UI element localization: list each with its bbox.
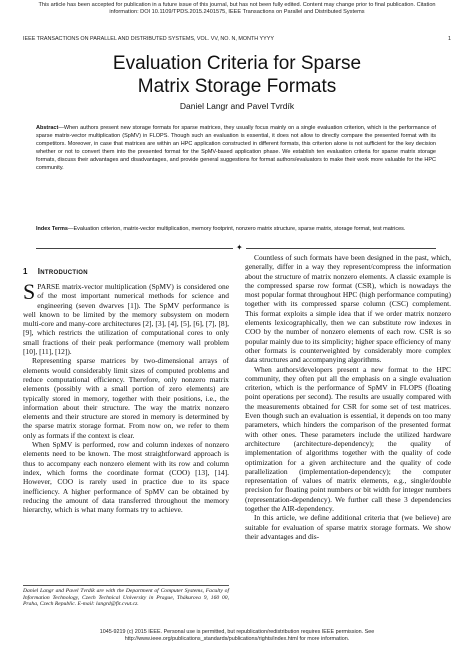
index-terms-text: —Evaluation criterion, matrix-vector multiplication, memory footprint, nonzero matrix structure, sparse matrix, storage format, test matrices. xyxy=(68,226,406,232)
title-line-1: Evaluation Criteria for Sparse xyxy=(112,53,362,74)
drop-cap: S xyxy=(23,279,36,304)
journal-name: IEEE TRANSACTIONS ON PARALLEL AND DISTRIBUTED SYSTEMS, VOL. VV, NO. N, MONTH YYYY xyxy=(23,36,274,42)
intro-paragraph-3: When SpMV is performed, row and column indexes of nonzero elements need to be known. The most straightforward approach is thus to accompany each nonzero element with its row and column index, which forms the coordinate format (COO) [13], [14]. However, COO is rarely used in practice due to its space inefficiency. A higher performance of SpMV can be obtained by reducing the amount of data transferred throughout the memory hierarchy, which is what many formats try to achieve. xyxy=(23,440,229,515)
footnote-rule xyxy=(23,585,229,586)
intro-paragraph-1 xyxy=(23,279,229,357)
notice-line-2: information: DOI 10.1109/TPDS.2015.2401575, IEEE Transactions on Parallel and Distributed Systems xyxy=(109,9,365,15)
notice-line-1: This article has been accepted for publication in a future issue of this journal, but has not been fully edited. Content may change prior to final publication. Citation xyxy=(38,2,436,8)
right-paragraph-2: When authors/developers present a new format to the HPC community, they often put all the emphasis on a single evaluation criterion, which is the performance of SpMV in FLOPS (floating point operations per second). The results are usually compared with the measurements obtained for CSR for some set of test matrices. Even though such an evaluation is essential, it depends on too many parameters, which hinders the comparison of the presented format with other ones. These parameters include the utilized hardware architecture (architecture-dependency); the quality of implementation of algorithms together with the quality of code optimization for a given architecture and the quality of code parallelization (implementation-dependency); the computer representation of values of matrix elements, e.g., single/double precision for floating point numbers or bit width for integer numbers (representation-dependency). We further call these 3 dependencies together the AIR-dependency. xyxy=(245,364,451,514)
section-heading xyxy=(23,267,229,276)
footer-line-1: 1045-9219 (c) 2015 IEEE. Personal use is permitted, but republication/redistribution requires IEEE permission. See xyxy=(99,629,375,635)
right-column xyxy=(245,253,451,541)
abstract-text: —When authors present new storage formats for sparse matrices, they usually focus mainly on a single evaluation criterion, which is the performance of sparse matrix-vector multiplication (SpMV) in FLOPS. Though such an evaluation is essential, it does not allow to directly compare the presented format with its competitors. Moreover, in case that matrices are within an HPC application constructed in different formats, this criterion alone is not sufficient for the key decision whether or not to convert them into the presented format for the SpMV-based application phase. We establish ten evaluation criteria for sparse matrix storage formats, discuss their advantages and disadvantages, and provide general suggestions for format authors/evaluators to make their work more valuable for the HPC community. xyxy=(36,125,436,171)
section-number: 1 xyxy=(23,267,28,276)
paper-title xyxy=(0,52,474,98)
section-title: Introduction xyxy=(37,267,88,276)
right-paragraph-1: Countless of such formats have been designed in the past, which, generally, differ in a way they represent/compress the information about the structure of matrix nonzero elements. A classic example is the compressed sparse row format (CSR), which is nowadays the most popular format throughout HPC (high performance computing) together with its compressed sparse column (CSC) complement. This format exploits a simple idea that if we order matrix nonzero elements lexicographically, then we can substitute row indexes in COO by the number of nonzero elements of each row. CSR is so popular mainly due to its simplicity; higher space efficiency of many other formats is counterweighted by considerably more complex data structures and accompanying algorithms. xyxy=(245,253,451,365)
left-column xyxy=(23,267,229,514)
footer-line-2: http://www.ieee.org/publications_standards/publications/rights/index.html for more information. xyxy=(124,635,350,642)
publication-notice xyxy=(0,0,474,24)
abstract xyxy=(36,125,436,172)
running-head xyxy=(23,36,451,44)
right-paragraph-3: In this article, we define additional criteria that (we believe) are suitable for evaluation of sparse matrix storage formats. We show their advantages and dis- xyxy=(245,513,451,541)
intro-paragraph-1-text: PARSE matrix-vector multiplication (SpMV) is considered one of the most important numerical methods for science and engineering (seven dwarves [1]). The SpMV performance is well known to be limited by the memory subsystem on modern multi-core and many-core architectures [2], [3], [4], [5], [6], [7], [8], [9], which restricts the utilization of computational cores to only small fractions of their peak performance (memory wall problem [10], [11], [12]). xyxy=(23,282,229,357)
intro-paragraph-2: Representing sparse matrices by two-dimensional arrays of elements would considerably limit sizes of computed problems and reduce computational efficiency. Therefore, only nonzero matrix elements (possibly with a small portion of zero elements) are typically stored in memory, together with their positions, i.e., the information about their structure. The way the matrix nonzero elements and their structure are stored in memory is determined by the sparse matrix storage format. From now on, we refer to them only as formats if the context is clear. xyxy=(23,356,229,440)
divider-diamond-icon: ✦ xyxy=(233,244,246,252)
title-line-2: Matrix Storage Formats xyxy=(137,76,337,97)
index-terms-label: Index Terms xyxy=(36,226,68,232)
copyright-footer xyxy=(0,629,474,643)
index-terms xyxy=(36,226,436,234)
abstract-label: Abstract xyxy=(36,125,59,131)
author-affiliation-footnote: Daniel Langr and Pavel Tvrdík are with the Department of Computer Systems, Faculty of Information Technology, Czech Technical University in Prague, Thákurova 9, 160 00, Praha, Czech Republic. E-mail: langrd@fit.cvut.cz. xyxy=(23,588,229,608)
page-number: 1 xyxy=(448,36,451,42)
authors: Daniel Langr and Pavel Tvrdík xyxy=(179,101,295,111)
